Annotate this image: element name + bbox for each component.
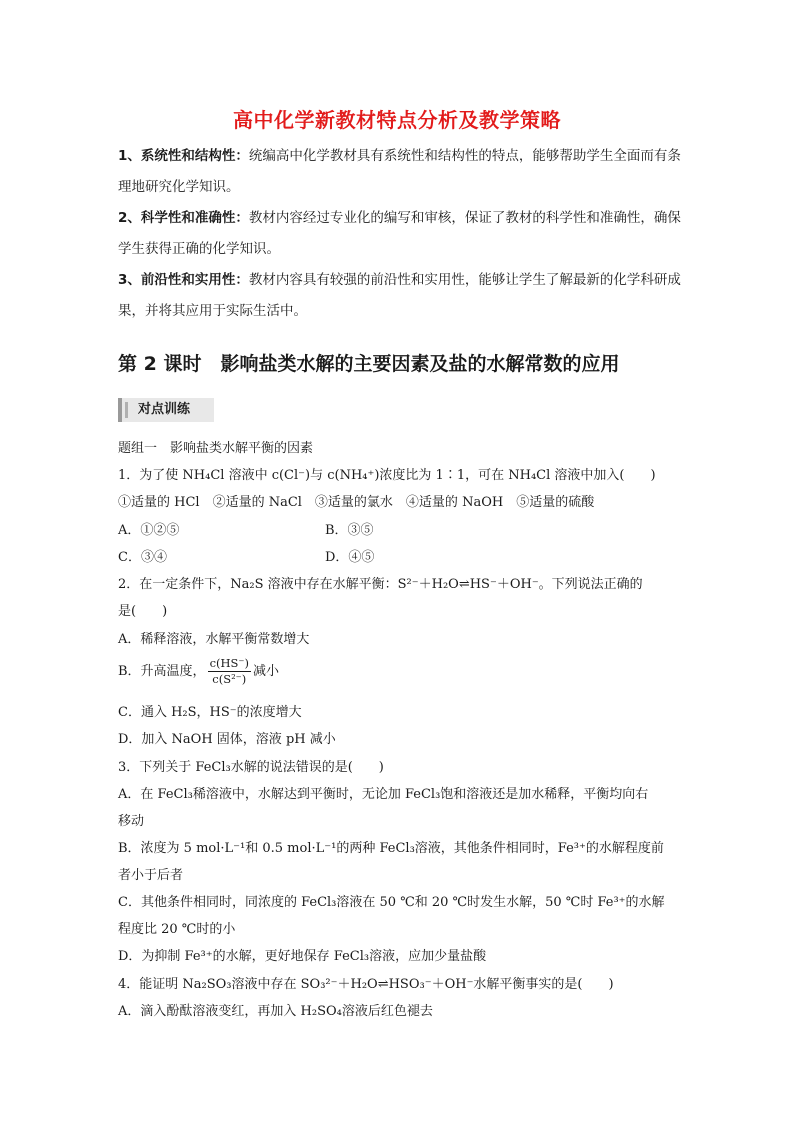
- q1-option-d: D．④⑤: [325, 550, 375, 565]
- q2-option-b-fraction: [208, 656, 251, 687]
- q2-option-d: D．加入 NaOH 固体，溶液 pH 减小: [118, 732, 336, 747]
- q3-option-a-line2: 移动: [118, 814, 145, 829]
- document-title: 高中化学新教材特点分析及教学策略: [233, 108, 561, 132]
- q2-option-b-prefix: B．升高温度，: [118, 664, 206, 679]
- q1-items: ①适量的 HCl ②适量的 NaCl ③适量的氯水 ④适量的 NaOH ⑤适量的硫酸: [118, 495, 595, 510]
- group-title: 题组一 影响盐类水解平衡的因素: [118, 441, 314, 456]
- q1-option-c: C．③④: [118, 550, 167, 565]
- q2-option-b-suffix: 减小: [252, 664, 279, 679]
- feature-text-2: 教材内容经过专业化的编写和审核，保证了教材的科学性和准确性，确保学生获得正确的化学知识。: [118, 210, 681, 257]
- q4-stem: 4．能证明 Na₂SO₃溶液中存在 SO₃²⁻＋H₂O⇌HSO₃⁻＋OH⁻水解平衡事实的是( ): [118, 977, 614, 992]
- feature-text-3: 教材内容具有较强的前沿性和实用性，能够让学生了解最新的化学科研成果，并将其应用于实际生活中。: [118, 272, 681, 319]
- q2-option-b: [118, 656, 688, 687]
- feature-label-2: 2、科学性和准确性：: [118, 210, 249, 226]
- fraction-numerator: c(HS⁻): [209, 656, 249, 670]
- feature-label-1: 1、系统性和结构性：: [118, 148, 249, 164]
- feature-label-3: 3、前沿性和实用性：: [118, 272, 249, 288]
- q4-option-a: A．滴入酚酞溶液变红，再加入 H₂SO₄溶液后红色褪去: [118, 1004, 433, 1019]
- feature-text-1: 统编高中化学教材具有系统性和结构性的特点，能够帮助学生全面而有条理地研究化学知识。: [118, 148, 681, 195]
- q3-option-b-line1: B．浓度为 5 mol·L⁻¹和 0.5 mol·L⁻¹的两种 FeCl₃溶液，其他条件相同时，Fe³⁺的水解程度前: [118, 841, 664, 856]
- q3-option-a-line1: A．在 FeCl₃稀溶液中，水解达到平衡时，无论加 FeCl₃饱和溶液还是加水稀释，平衡均向右: [118, 787, 649, 802]
- q1-stem: 1．为了使 NH₄Cl 溶液中 c(Cl⁻)与 c(NH₄⁺)浓度比为 1∶1，可在 NH₄Cl 溶液中加入( ): [118, 468, 656, 483]
- q2-option-c: C．通入 H₂S，HS⁻的浓度增大: [118, 705, 302, 720]
- q3-option-c-line2: 程度比 20 ℃时的小: [118, 922, 236, 937]
- q2-stem-line1: 2．在一定条件下，Na₂S 溶液中存在水解平衡：S²⁻＋H₂O⇌HS⁻＋OH⁻。下列说法正确的: [118, 577, 643, 592]
- q3-option-b-line2: 者小于后者: [118, 868, 184, 883]
- feature-paragraph-1: [118, 141, 686, 203]
- q3-option-c-line1: C．其他条件相同时，同浓度的 FeCl₃溶液在 50 ℃和 20 ℃时发生水解，50 ℃时 Fe³⁺的水解: [118, 895, 665, 910]
- lesson-title: 第 2 课时 影响盐类水解的主要因素及盐的水解常数的应用: [118, 353, 620, 375]
- q2-option-a: A．稀释溶液，水解平衡常数增大: [118, 632, 310, 647]
- feature-paragraph-2: [118, 203, 686, 265]
- fraction-denominator: c(S²⁻): [212, 672, 247, 686]
- q1-option-a: A．①②⑤: [118, 523, 180, 538]
- q2-stem-line2: 是( ): [118, 604, 168, 619]
- q3-option-d: D．为抑制 Fe³⁺的水解，更好地保存 FeCl₃溶液，应加少量盐酸: [118, 949, 487, 964]
- feature-paragraph-3: [118, 265, 686, 327]
- q3-stem: 3．下列关于 FeCl₃水解的说法错误的是( ): [118, 760, 384, 775]
- q1-option-b: B．③⑤: [325, 523, 374, 538]
- section-tag: 对点训练: [118, 398, 214, 422]
